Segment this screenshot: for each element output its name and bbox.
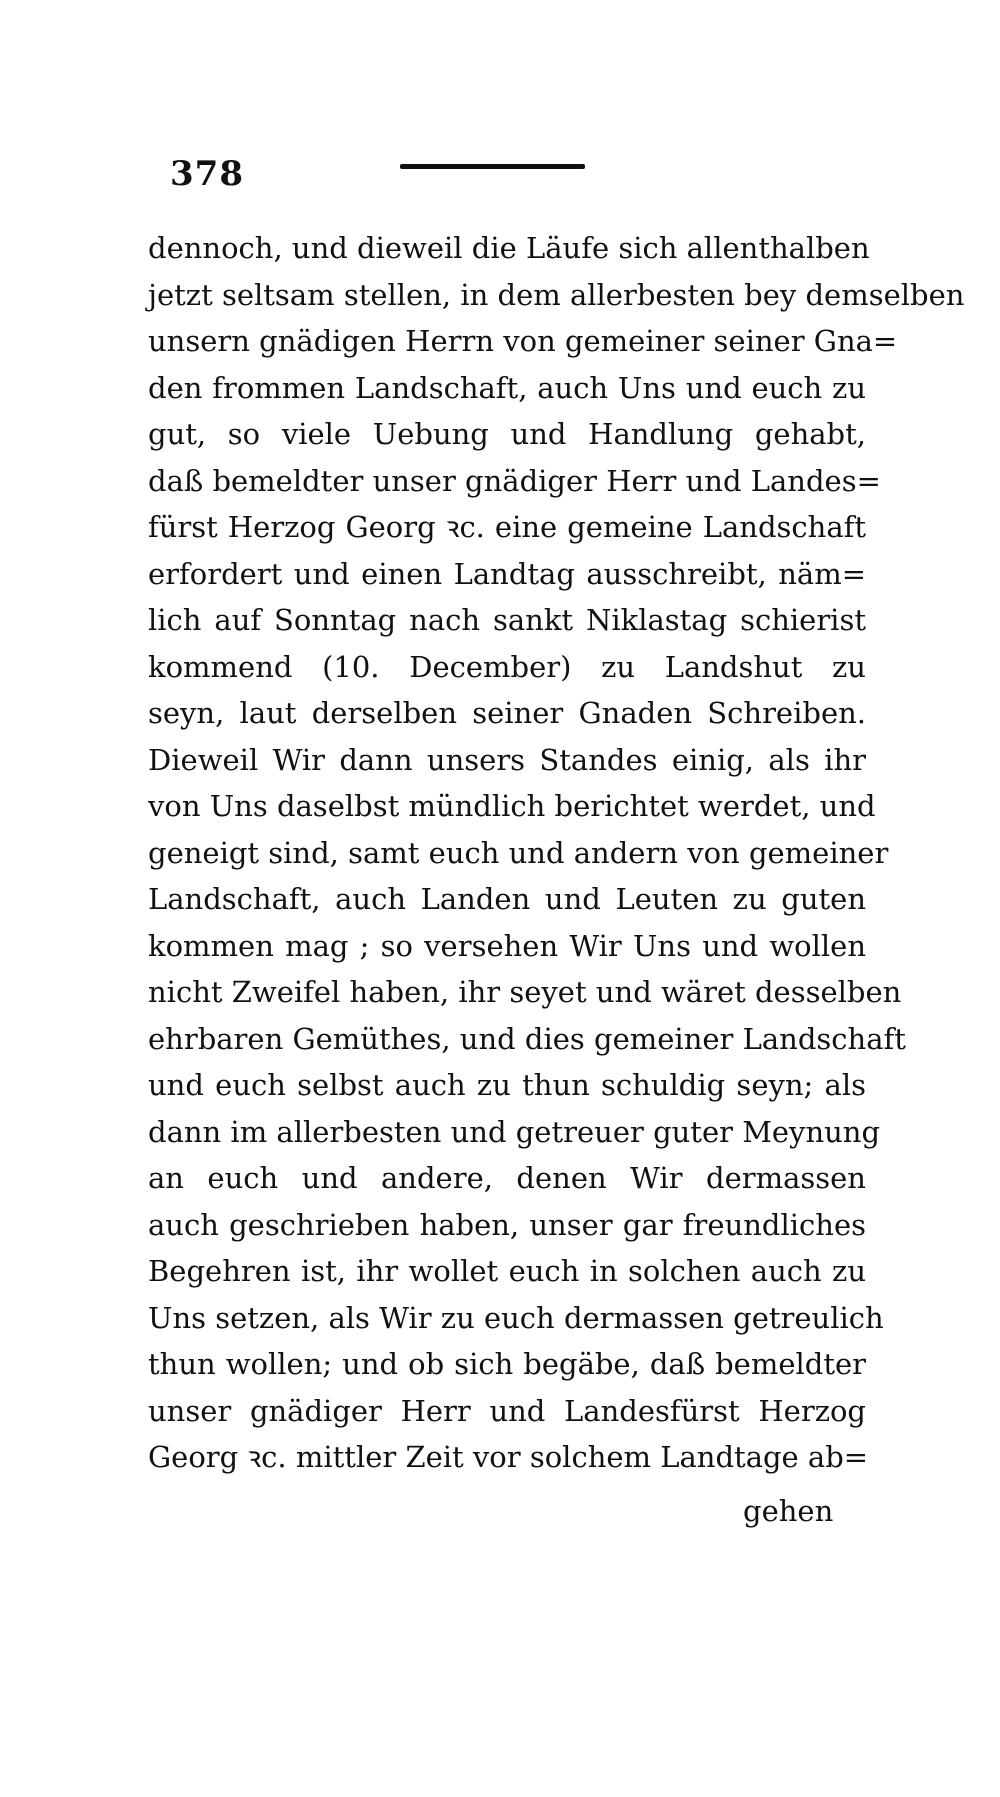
page-number: 378 xyxy=(170,154,244,194)
text-line: auch geschrieben haben, unser gar freundliches xyxy=(148,1207,866,1242)
text-line: dann im allerbesten und getreuer guter Meynung xyxy=(148,1114,881,1149)
text-line: Uns setzen, als Wir zu euch dermassen getreulich xyxy=(148,1300,884,1335)
text-line: geneigt sind, samt euch und andern von gemeiner xyxy=(148,835,889,870)
text-line: Georg ꝛc. mittler Zeit vor solchem Landtage ab= xyxy=(148,1440,869,1474)
text-line: fürst Herzog Georg ꝛc. eine gemeine Landschaft xyxy=(148,510,866,544)
text-line: nicht Zweifel haben, ihr seyet und wäret desselben xyxy=(148,975,902,1009)
text-line: an euch und andere, denen Wir dermassen xyxy=(148,1161,866,1195)
text-line: erfordert und einen Landtag ausschreibt, näm= xyxy=(148,556,866,591)
text-line: lich auf Sonntag nach sankt Niklastag schierist xyxy=(148,603,866,637)
text-line: und euch selbst auch zu thun schuldig seyn; als xyxy=(148,1068,866,1102)
text-line: Begehren ist, ihr wollet euch in solchen auch zu xyxy=(148,1254,866,1288)
header-rule xyxy=(400,164,585,169)
text-line: Dieweil Wir dann unsers Standes einig, als ihr xyxy=(148,742,866,777)
text-line: thun wollen; und ob sich begäbe, daß bemeldter xyxy=(148,1347,866,1381)
text-line: unser gnädiger Herr und Landesfürst Herzog xyxy=(148,1393,866,1428)
text-line: unsern gnädigen Herrn von gemeiner seiner Gna= xyxy=(148,324,898,358)
text-line: von Uns daselbst mündlich berichtet werdet, und xyxy=(148,789,876,823)
text-line: seyn, laut derselben seiner Gnaden Schreiben. xyxy=(148,696,866,730)
catchword: gehen xyxy=(743,1494,834,1528)
text-line: jetzt seltsam stellen, in dem allerbesten bey demselben xyxy=(148,277,965,312)
text-line: daß bemeldter unser gnädiger Herr und Landes= xyxy=(148,463,881,498)
text-line: Landschaft, auch Landen und Leuten zu guten xyxy=(148,882,866,916)
text-line: kommen mag ; so versehen Wir Uns und wollen xyxy=(148,928,866,963)
text-line: dennoch, und dieweil die Läufe sich allenthalben xyxy=(148,231,870,265)
text-line: ehrbaren Gemüthes, und dies gemeiner Landschaft xyxy=(148,1021,906,1056)
body-text xyxy=(148,225,965,1481)
text-line: gut, so viele Uebung und Handlung gehabt, xyxy=(148,417,866,451)
text-line: kommend (10. December) zu Landshut zu xyxy=(148,649,866,684)
text-line: den frommen Landschaft, auch Uns und euch zu xyxy=(148,370,866,405)
